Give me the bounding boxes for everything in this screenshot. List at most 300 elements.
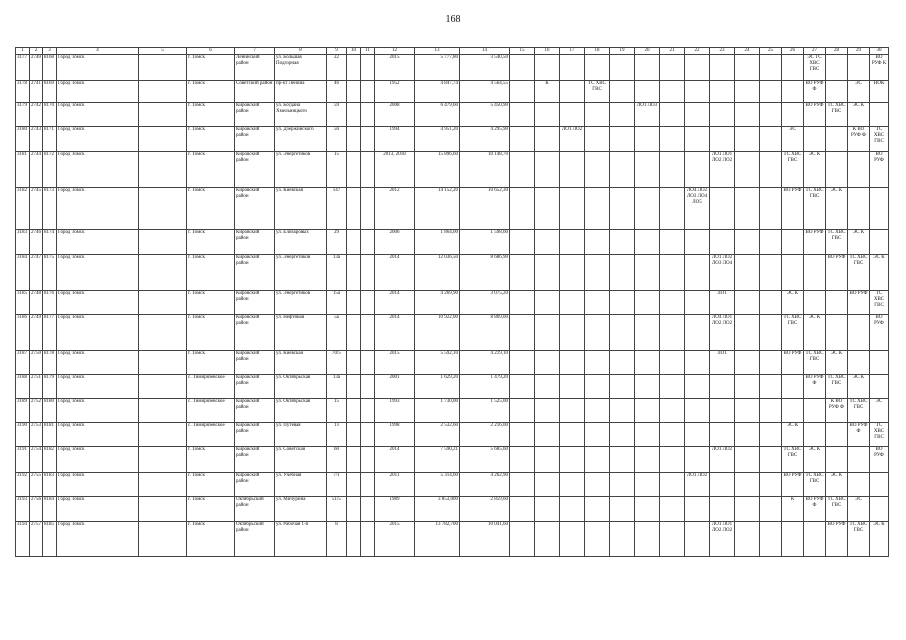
table-cell: г. Томск bbox=[187, 291, 235, 315]
table-cell: ул. Учебная bbox=[275, 473, 327, 497]
table-cell: 4 219,10 bbox=[460, 351, 510, 375]
table-cell: ТС ХВС ГВС bbox=[848, 399, 870, 423]
table-cell bbox=[760, 55, 782, 81]
table-cell bbox=[735, 103, 760, 127]
table-cell bbox=[361, 375, 375, 399]
table-cell bbox=[735, 522, 760, 557]
table-cell: с. Тимирязевское bbox=[187, 375, 235, 399]
table-cell bbox=[510, 447, 535, 473]
table-cell bbox=[735, 230, 760, 255]
table-cell bbox=[585, 188, 610, 230]
table-cell bbox=[139, 423, 187, 447]
table-cell bbox=[870, 230, 889, 255]
table-cell: г. Томск bbox=[187, 103, 235, 127]
table-cell: Город Томск bbox=[57, 230, 139, 255]
table-cell: 56 bbox=[327, 127, 347, 152]
column-header: 19 bbox=[610, 48, 635, 55]
table-cell bbox=[560, 497, 585, 522]
table-cell bbox=[610, 315, 635, 351]
table-cell bbox=[760, 230, 782, 255]
table-cell bbox=[139, 375, 187, 399]
table-cell bbox=[760, 447, 782, 473]
table-cell bbox=[139, 315, 187, 351]
table-cell: К bbox=[782, 497, 804, 522]
table-cell bbox=[585, 399, 610, 423]
table-cell: Кировский район bbox=[235, 315, 275, 351]
table-cell: ВО РУФ Ф bbox=[804, 81, 826, 103]
table-cell: Кировский район bbox=[235, 152, 275, 188]
table-cell bbox=[710, 399, 735, 423]
column-header: 24 bbox=[735, 48, 760, 55]
table-cell: ТС ХВС ГВС bbox=[804, 188, 826, 230]
table-cell bbox=[361, 188, 375, 230]
table-cell bbox=[660, 103, 685, 127]
table-cell: 2 532,60 bbox=[415, 423, 460, 447]
table-cell bbox=[804, 522, 826, 557]
table-row bbox=[16, 55, 889, 81]
table-cell: 2015 bbox=[375, 55, 415, 81]
table-cell: ВО РУФ К bbox=[870, 55, 889, 81]
table-cell: 1952 bbox=[375, 81, 415, 103]
table-cell: Советский район bbox=[235, 81, 275, 103]
table-cell: 3181 bbox=[16, 152, 30, 188]
table-cell: 4 262,90 bbox=[460, 473, 510, 497]
table-row bbox=[16, 351, 889, 375]
table-cell bbox=[870, 375, 889, 399]
table-cell: 1з bbox=[327, 423, 347, 447]
table-cell: ТС ХВС ГВС bbox=[848, 522, 870, 557]
table-cell bbox=[560, 473, 585, 497]
table-cell bbox=[735, 188, 760, 230]
table-cell bbox=[685, 447, 710, 473]
table-cell bbox=[585, 152, 610, 188]
table-cell bbox=[782, 81, 804, 103]
table-cell: ул. Энергетиков bbox=[275, 291, 327, 315]
table-row bbox=[16, 255, 889, 291]
table-cell: ВО РУФ Ф bbox=[804, 497, 826, 522]
table-cell: 2 859,60 bbox=[460, 497, 510, 522]
table-cell bbox=[760, 81, 782, 103]
table-cell: ЭС bbox=[870, 399, 889, 423]
table-cell: Ленинский район bbox=[235, 55, 275, 81]
table-cell bbox=[361, 522, 375, 557]
registry-table bbox=[15, 47, 889, 557]
table-cell: 3190 bbox=[16, 423, 30, 447]
table-cell bbox=[361, 399, 375, 423]
table-row bbox=[16, 447, 889, 473]
table-cell: 3180 bbox=[16, 127, 30, 152]
table-cell: ЭС bbox=[848, 81, 870, 103]
table-cell bbox=[535, 351, 560, 375]
table-cell: 2745 bbox=[30, 188, 43, 230]
table-cell bbox=[510, 55, 535, 81]
table-cell bbox=[635, 188, 660, 230]
table-cell: ул. Елизаровых bbox=[275, 230, 327, 255]
table-cell bbox=[782, 103, 804, 127]
table-cell: ЭС К bbox=[826, 473, 848, 497]
table-cell bbox=[347, 473, 361, 497]
table-cell bbox=[361, 497, 375, 522]
table-row bbox=[16, 522, 889, 557]
table-cell bbox=[535, 399, 560, 423]
table-cell: ЛО1 ЛО3 bbox=[635, 103, 660, 127]
table-cell: 5 777,80 bbox=[415, 55, 460, 81]
table-cell: ВО РУФ Ф bbox=[848, 423, 870, 447]
table-cell bbox=[610, 55, 635, 81]
table-cell: 10 148,70 bbox=[460, 152, 510, 188]
table-cell bbox=[735, 473, 760, 497]
table-cell bbox=[585, 255, 610, 291]
table-cell bbox=[660, 473, 685, 497]
table-cell: 29 bbox=[327, 230, 347, 255]
table-cell bbox=[139, 255, 187, 291]
table-cell bbox=[685, 351, 710, 375]
table-cell: 8182 bbox=[43, 447, 57, 473]
table-cell: 3177 bbox=[16, 55, 30, 81]
table-cell bbox=[685, 497, 710, 522]
table-cell bbox=[870, 473, 889, 497]
table-cell: 2742 bbox=[30, 103, 43, 127]
table-cell bbox=[660, 230, 685, 255]
table-cell: К bbox=[535, 81, 560, 103]
table-cell bbox=[710, 127, 735, 152]
table-cell bbox=[804, 423, 826, 447]
table-cell bbox=[782, 255, 804, 291]
table-cell: 51/5 bbox=[327, 497, 347, 522]
table-cell bbox=[760, 315, 782, 351]
table-cell: ВО РУФ Ф bbox=[804, 375, 826, 399]
table-cell: 1993 bbox=[375, 399, 415, 423]
table-cell: К ВО РУФ Ф bbox=[826, 399, 848, 423]
table-cell bbox=[826, 315, 848, 351]
table-cell: 3 853,000 bbox=[415, 497, 460, 522]
column-header: 1 bbox=[16, 48, 30, 55]
table-cell bbox=[585, 522, 610, 557]
column-header: 23 bbox=[710, 48, 735, 55]
table-cell bbox=[510, 103, 535, 127]
table-cell: ул. Нефтяная bbox=[275, 315, 327, 351]
table-cell: 7 590,21 bbox=[415, 447, 460, 473]
table-cell: ЭС К bbox=[870, 255, 889, 291]
table-cell: 70/5 bbox=[327, 351, 347, 375]
table-cell: 8175 bbox=[43, 255, 57, 291]
page-number: 168 bbox=[445, 14, 461, 25]
header-row bbox=[16, 48, 889, 55]
table-cell: ул. Энергетиков bbox=[275, 152, 327, 188]
table-cell: ВО РУФ bbox=[870, 152, 889, 188]
table-cell bbox=[361, 351, 375, 375]
table-cell: 1998 bbox=[375, 423, 415, 447]
table-cell: Город Томск bbox=[57, 152, 139, 188]
column-header: 21 bbox=[660, 48, 685, 55]
column-header: 6 bbox=[187, 48, 235, 55]
table-cell bbox=[510, 230, 535, 255]
table-cell: ул. Мичурина bbox=[275, 497, 327, 522]
table-cell: Город Томск bbox=[57, 399, 139, 423]
table-cell: ЛО1 bbox=[710, 351, 735, 375]
table-cell bbox=[635, 351, 660, 375]
table-cell: 8 686,90 bbox=[460, 255, 510, 291]
table-cell: 8174 bbox=[43, 230, 57, 255]
table-cell bbox=[660, 375, 685, 399]
table-cell bbox=[347, 447, 361, 473]
table-cell bbox=[848, 447, 870, 473]
table-cell: 6 479,60 bbox=[415, 103, 460, 127]
table-cell: ВО РУФ bbox=[870, 447, 889, 473]
table-cell: ЭС К bbox=[804, 447, 826, 473]
table-cell: ЭС К bbox=[848, 103, 870, 127]
table-row bbox=[16, 291, 889, 315]
table-cell bbox=[735, 447, 760, 473]
table-cell: ул. Энергетиков bbox=[275, 255, 327, 291]
table-cell: г. Томск bbox=[187, 255, 235, 291]
table-cell: ТС ХВС ГВС bbox=[870, 291, 889, 315]
column-header: 9 bbox=[327, 48, 347, 55]
table-cell: ВО РУФ bbox=[782, 188, 804, 230]
table-cell bbox=[510, 473, 535, 497]
column-header: 5 bbox=[139, 48, 187, 55]
table-cell: 5 685,60 bbox=[460, 447, 510, 473]
table-cell: 2756 bbox=[30, 497, 43, 522]
table-cell bbox=[585, 497, 610, 522]
table-cell: 2013, 2018 bbox=[375, 152, 415, 188]
table-cell bbox=[585, 447, 610, 473]
table-cell bbox=[735, 291, 760, 315]
table-cell bbox=[685, 522, 710, 557]
table-cell: ул. Киевская bbox=[275, 351, 327, 375]
table-cell bbox=[870, 351, 889, 375]
table-cell bbox=[510, 522, 535, 557]
table-row bbox=[16, 127, 889, 152]
table-row bbox=[16, 497, 889, 522]
table-cell: ТС ХВС ГВС bbox=[870, 127, 889, 152]
table-cell bbox=[610, 127, 635, 152]
table-cell bbox=[660, 188, 685, 230]
column-header: 26 bbox=[782, 48, 804, 55]
table-cell: 2014 bbox=[375, 255, 415, 291]
table-cell: ул. Путевая bbox=[275, 423, 327, 447]
table-cell bbox=[361, 255, 375, 291]
table-cell bbox=[685, 315, 710, 351]
table-cell: 3186 bbox=[16, 315, 30, 351]
column-header: 25 bbox=[760, 48, 782, 55]
table-cell bbox=[510, 375, 535, 399]
column-header: 7 bbox=[235, 48, 275, 55]
table-cell bbox=[635, 473, 660, 497]
table-cell bbox=[560, 81, 585, 103]
table-cell: 4 847,74 bbox=[415, 81, 460, 103]
table-cell bbox=[735, 315, 760, 351]
table-cell bbox=[585, 127, 610, 152]
table-cell bbox=[635, 375, 660, 399]
table-cell bbox=[361, 127, 375, 152]
table-cell: ЛО4 ЛО1 ЛО2 ЛО2 bbox=[710, 315, 735, 351]
table-cell bbox=[760, 291, 782, 315]
table-cell bbox=[660, 315, 685, 351]
table-cell bbox=[735, 152, 760, 188]
table-cell bbox=[804, 127, 826, 152]
table-cell bbox=[535, 315, 560, 351]
table-cell: г. Томск bbox=[187, 497, 235, 522]
table-cell bbox=[735, 255, 760, 291]
table-cell bbox=[635, 399, 660, 423]
table-cell: 1 629,20 bbox=[415, 375, 460, 399]
table-cell: 1 479,20 bbox=[460, 375, 510, 399]
column-header: 28 bbox=[826, 48, 848, 55]
table-cell: ЛО4 ЛО2 ЛО3 ЛО4 ЛО5 bbox=[685, 188, 710, 230]
table-cell bbox=[361, 473, 375, 497]
table-cell: 8177 bbox=[43, 315, 57, 351]
table-cell: ВО РУФ bbox=[782, 473, 804, 497]
table-cell bbox=[610, 255, 635, 291]
column-header: 12 bbox=[375, 48, 415, 55]
table-cell bbox=[510, 81, 535, 103]
table-cell: 10 652,30 bbox=[460, 188, 510, 230]
table-cell bbox=[710, 497, 735, 522]
table-cell bbox=[347, 375, 361, 399]
table-cell bbox=[610, 152, 635, 188]
table-cell bbox=[535, 230, 560, 255]
table-cell bbox=[826, 152, 848, 188]
table-cell: ул. Октябрьская bbox=[275, 399, 327, 423]
table-cell: 8176 bbox=[43, 291, 57, 315]
table-cell bbox=[804, 399, 826, 423]
table-cell: ЭС К bbox=[804, 315, 826, 351]
table-cell bbox=[782, 375, 804, 399]
table-cell bbox=[560, 423, 585, 447]
table-cell bbox=[760, 522, 782, 557]
table-cell: Октябрьский район bbox=[235, 497, 275, 522]
table-row bbox=[16, 152, 889, 188]
column-header: 29 bbox=[848, 48, 870, 55]
table-cell bbox=[735, 351, 760, 375]
table-cell: ЭС К bbox=[782, 291, 804, 315]
table-cell bbox=[510, 188, 535, 230]
table-cell: г. Томск bbox=[187, 473, 235, 497]
table-cell: г. Томск bbox=[187, 81, 235, 103]
table-cell bbox=[361, 423, 375, 447]
table-cell bbox=[685, 55, 710, 81]
table-cell bbox=[610, 447, 635, 473]
column-header: 8 bbox=[275, 48, 327, 55]
table-cell bbox=[760, 375, 782, 399]
table-cell bbox=[510, 127, 535, 152]
table-cell: ЭС К bbox=[826, 188, 848, 230]
table-cell bbox=[635, 81, 660, 103]
table-cell: г. Томск bbox=[187, 230, 235, 255]
table-cell bbox=[685, 375, 710, 399]
table-cell: 3183 bbox=[16, 230, 30, 255]
table-cell: ул. Большая Подгорная bbox=[275, 55, 327, 81]
table-cell: 2746 bbox=[30, 230, 43, 255]
table-cell bbox=[361, 447, 375, 473]
table-cell: ул. Октябрьская bbox=[275, 375, 327, 399]
table-cell bbox=[585, 291, 610, 315]
table-cell: Кировский район bbox=[235, 188, 275, 230]
table-cell bbox=[585, 55, 610, 81]
table-cell: 3194 bbox=[16, 522, 30, 557]
table-cell: 3182 bbox=[16, 188, 30, 230]
table-cell bbox=[760, 473, 782, 497]
column-header: 14 bbox=[460, 48, 510, 55]
table-cell: 8169 bbox=[43, 81, 57, 103]
column-header: 30 bbox=[870, 48, 889, 55]
table-cell: Город Томск bbox=[57, 375, 139, 399]
table-row bbox=[16, 103, 889, 127]
table-cell: 2014 bbox=[375, 447, 415, 473]
table-cell bbox=[735, 81, 760, 103]
table-cell: г. Томск bbox=[187, 315, 235, 351]
table-cell bbox=[710, 55, 735, 81]
table-cell: ВО РУФ bbox=[804, 230, 826, 255]
table-cell: ВО РУФ bbox=[826, 255, 848, 291]
table-cell bbox=[361, 103, 375, 127]
table-cell bbox=[510, 291, 535, 315]
table-cell: 2015 bbox=[375, 522, 415, 557]
table-cell: ЭС К bbox=[848, 230, 870, 255]
table-cell bbox=[139, 291, 187, 315]
table-cell: 3 075,20 bbox=[460, 291, 510, 315]
table-cell: 2749 bbox=[30, 315, 43, 351]
table-cell: г. Томск bbox=[187, 188, 235, 230]
table-cell: ТС ХВС ГВС bbox=[826, 375, 848, 399]
table-cell bbox=[347, 351, 361, 375]
table-cell bbox=[585, 423, 610, 447]
table-cell bbox=[735, 423, 760, 447]
table-cell: ТС ХВС ГВС bbox=[782, 315, 804, 351]
column-header: 4 bbox=[57, 48, 139, 55]
table-cell bbox=[848, 55, 870, 81]
table-cell bbox=[347, 188, 361, 230]
table-cell bbox=[760, 152, 782, 188]
table-cell: Город Томск bbox=[57, 447, 139, 473]
table-cell: Город Томск bbox=[57, 522, 139, 557]
table-cell: ТС ХВС ГВС bbox=[804, 473, 826, 497]
table-cell bbox=[535, 473, 560, 497]
table-cell: ул. Киевская bbox=[275, 188, 327, 230]
table-cell bbox=[139, 55, 187, 81]
table-cell: ЛО1 ЛО1 ЛО2 ЛО2 bbox=[710, 152, 735, 188]
table-cell: 2757 bbox=[30, 522, 43, 557]
table-cell bbox=[635, 152, 660, 188]
table-cell: 1 730,00 bbox=[415, 399, 460, 423]
table-cell bbox=[560, 399, 585, 423]
table-cell: 2751 bbox=[30, 375, 43, 399]
table-cell bbox=[535, 103, 560, 127]
table-cell bbox=[535, 188, 560, 230]
table-cell: 3193 bbox=[16, 497, 30, 522]
table-cell bbox=[560, 188, 585, 230]
table-cell bbox=[139, 399, 187, 423]
table-cell bbox=[804, 291, 826, 315]
table-cell: ЭС ТС ХВС ГВС bbox=[804, 55, 826, 81]
table-cell bbox=[870, 188, 889, 230]
table-cell: 8179 bbox=[43, 375, 57, 399]
table-cell bbox=[139, 351, 187, 375]
table-cell bbox=[735, 399, 760, 423]
table-cell: Город Томск bbox=[57, 497, 139, 522]
table-row bbox=[16, 81, 889, 103]
table-cell bbox=[710, 230, 735, 255]
table-cell bbox=[361, 230, 375, 255]
table-cell: 2743 bbox=[30, 127, 43, 152]
table-cell bbox=[585, 351, 610, 375]
table-cell: ул. Дзержинского bbox=[275, 127, 327, 152]
table-cell bbox=[347, 81, 361, 103]
table-cell: 2006 bbox=[375, 230, 415, 255]
table-cell: Город Томск bbox=[57, 81, 139, 103]
table-cell: ТС ХВС ГВС bbox=[782, 447, 804, 473]
